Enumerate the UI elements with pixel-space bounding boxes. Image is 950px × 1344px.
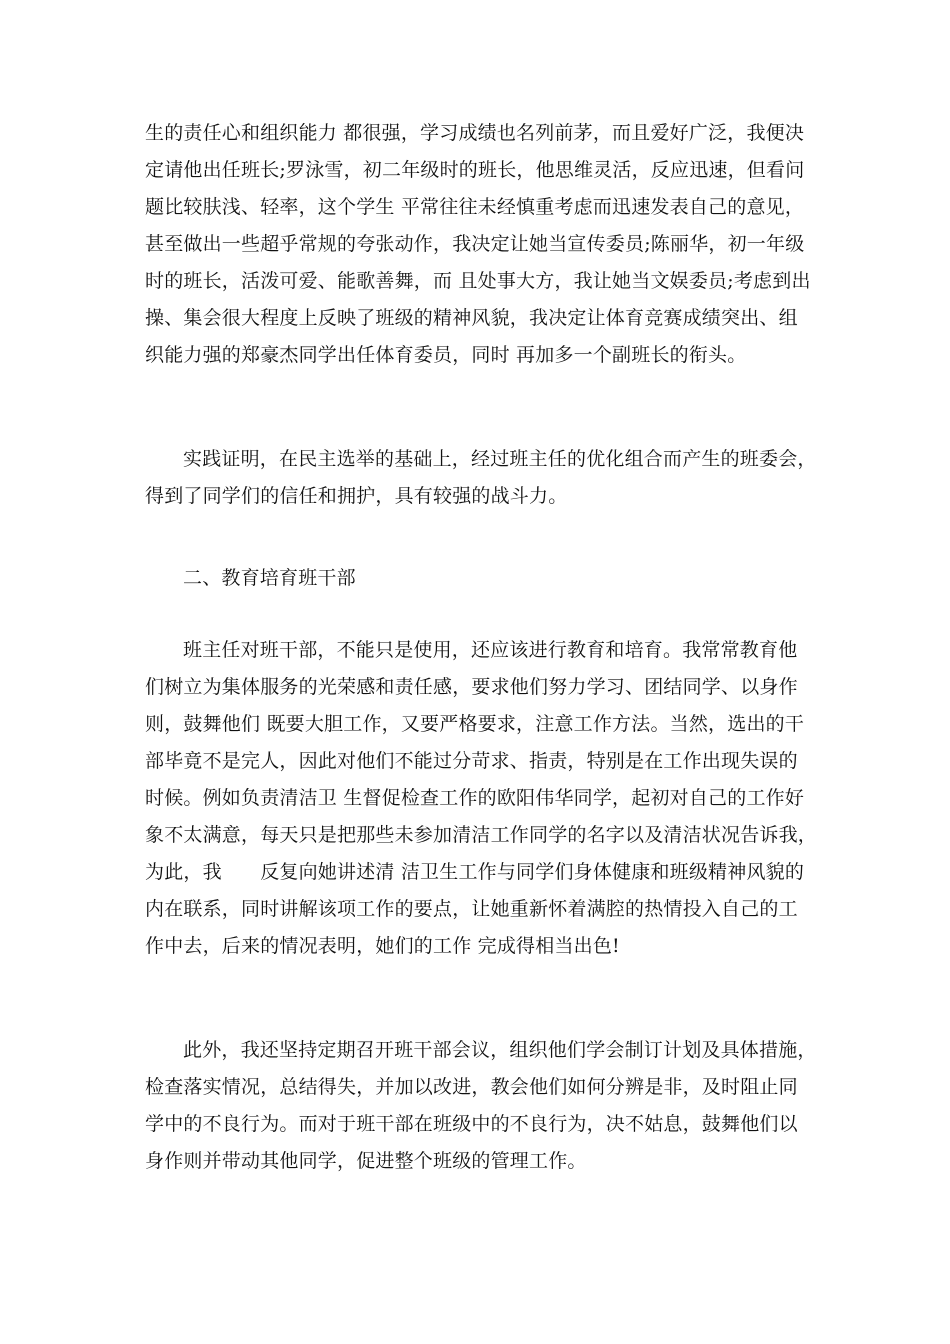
text-line: 实践证明，在民主选举的基础上，经过班主任的优化组合而产生的班委会， <box>183 448 817 470</box>
text-line: 检查落实情况，总结得失，并加以改进，教会他们如何分辨是非，及时阻止同 <box>145 1076 798 1098</box>
paragraph-educate-cadres <box>145 632 818 965</box>
text-line: 二、教育培育班干部 <box>183 567 356 589</box>
text-line: 时的班长，活泼可爱、能歌善舞，而 且处事大方，我让她当文娱委员;考虑到出 <box>145 270 811 292</box>
section-heading <box>145 560 815 597</box>
paragraph-class-committee-roles <box>145 115 815 374</box>
text-line: 学中的不良行为。而对于班干部在班级中的不良行为，决不姑息，鼓舞他们以 <box>145 1113 798 1135</box>
text-line: 为此，我 反复向她讲述清 洁卫生工作与同学们身体健康和班级精神风貌的 <box>145 861 805 883</box>
text-line: 内在联系，同时讲解该项工作的要点，让她重新怀着满腔的热情投入自己的工 <box>145 898 798 920</box>
paragraph-practice-proof <box>145 441 815 515</box>
text-line: 们树立为集体服务的光荣感和责任感，要求他们努力学习、团结同学、以身作 <box>145 676 798 698</box>
text-line: 织能力强的郑豪杰同学出任体育委员，同时 再加多一个副班长的衔头。 <box>145 344 747 366</box>
text-line: 则，鼓舞他们 既要大胆工作，又要严格要求，注意工作方法。当然，选出的干 <box>145 713 805 735</box>
text-line: 象不太满意，每天只是把那些未参加清洁工作同学的名字以及清洁状况告诉我， <box>145 824 818 846</box>
text-line: 定请他出任班长;罗泳雪，初二年级时的班长，他思维灵活，反应迅速，但看问 <box>145 159 805 181</box>
text-line: 操、集会很大程度上反映了班级的精神风貌，我决定让体育竞赛成绩突出、组 <box>145 307 798 329</box>
text-line: 身作则并带动其他同学，促进整个班级的管理工作。 <box>145 1150 587 1172</box>
text-line: 生的责任心和组织能力 都很强，学习成绩也名列前茅，而且爱好广泛，我便决 <box>145 122 805 144</box>
text-line: 部毕竟不是完人，因此对他们不能过分苛求、指责，特别是在工作出现失误的 <box>145 750 798 772</box>
text-line: 时候。例如负责清洁卫 生督促检查工作的欧阳伟华同学，起初对自己的工作好 <box>145 787 805 809</box>
text-line: 甚至做出一些超乎常规的夸张动作，我决定让她当宣传委员;陈丽华，初一年级 <box>145 233 805 255</box>
text-line: 此外，我还坚持定期召开班干部会议，组织他们学会制订计划及具体措施， <box>183 1039 817 1061</box>
text-line: 班主任对班干部，不能只是使用，还应该进行教育和培育。我常常教育他 <box>183 639 798 661</box>
text-line: 作中去，后来的情况表明，她们的工作 完成得相当出色! <box>145 935 620 957</box>
text-line: 题比较肤浅、轻率，这个学生 平常往往未经慎重考虑而迅速发表自己的意见， <box>145 196 805 218</box>
paragraph-cadre-meetings <box>145 1032 815 1180</box>
text-line: 得到了同学们的信任和拥护，具有较强的战斗力。 <box>145 485 568 507</box>
